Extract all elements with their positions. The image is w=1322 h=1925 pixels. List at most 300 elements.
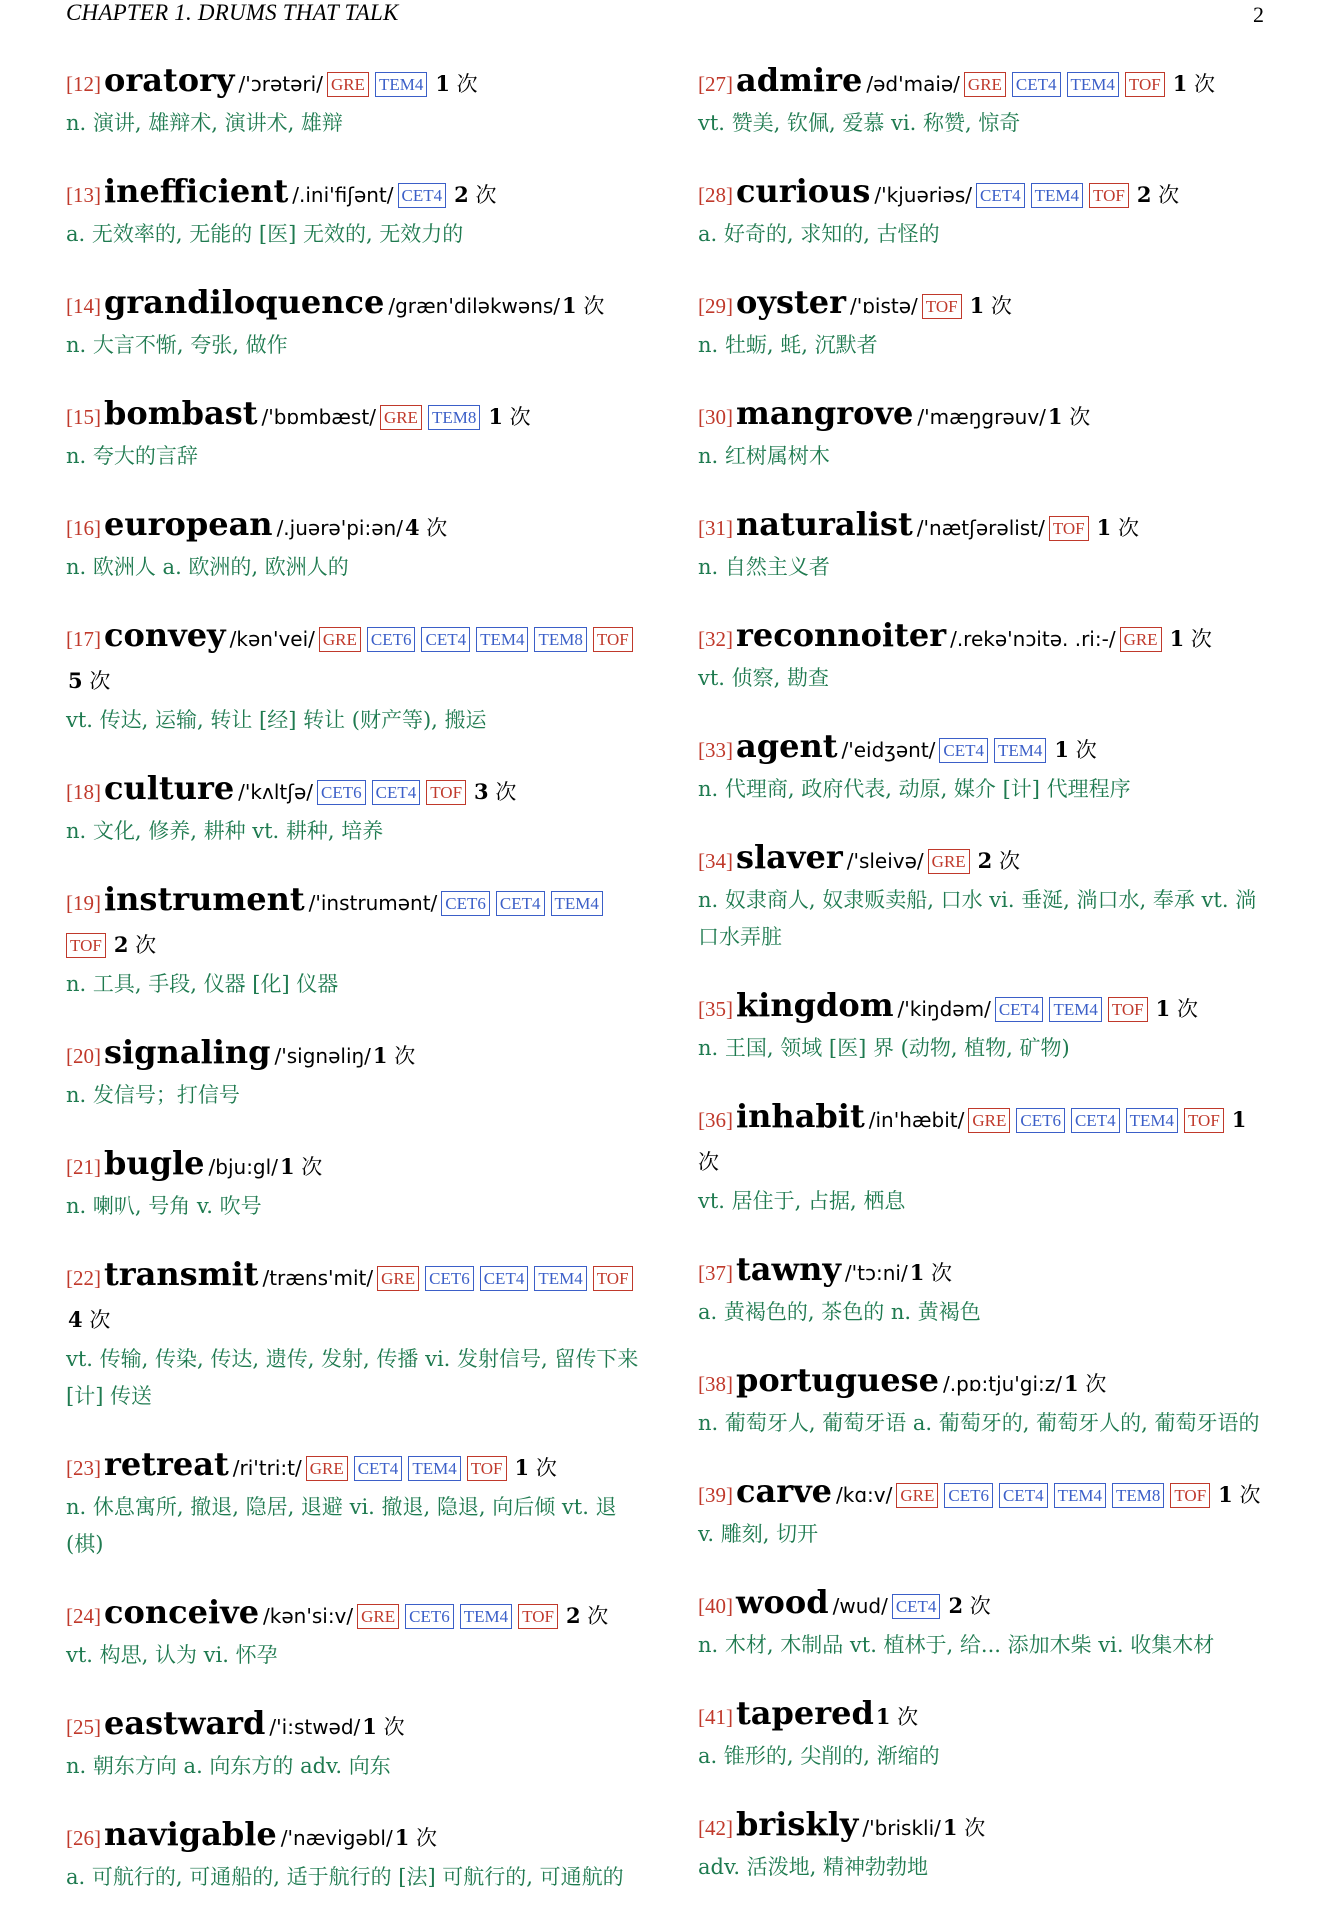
headword: signaling — [104, 1033, 271, 1071]
count-unit: 次 — [135, 933, 157, 957]
entry-headline — [698, 1360, 1268, 1406]
occurrence-count — [515, 1456, 557, 1480]
count-number: 2 — [977, 848, 993, 873]
entry-headline — [66, 1444, 642, 1490]
exam-tag: CET6 — [425, 1266, 474, 1291]
count-number: 1 — [279, 1154, 295, 1179]
count-number: 1 — [1231, 1107, 1247, 1132]
occurrence-count — [1097, 516, 1139, 540]
pronunciation: /'bɒmbæst/ — [261, 405, 376, 429]
count-unit: 次 — [969, 1594, 991, 1618]
definition: n. 自然主义者 — [698, 555, 830, 579]
exam-tag: TEM4 — [408, 1456, 460, 1481]
count-number: 2 — [113, 932, 129, 957]
exam-tag: TOF — [66, 933, 106, 958]
vocab-entry — [698, 1693, 1268, 1775]
entry-number: [29] — [698, 294, 733, 318]
exam-tag: TEM4 — [1067, 72, 1119, 97]
count-unit: 次 — [89, 1308, 111, 1332]
entry-number: [23] — [66, 1456, 101, 1480]
entry-headline — [698, 393, 1268, 439]
headword: reconnoiter — [736, 616, 947, 654]
exam-tag: GRE — [896, 1483, 938, 1508]
entry-number: [24] — [66, 1604, 101, 1628]
occurrence-count — [488, 405, 530, 429]
vocab-entry — [698, 504, 1268, 586]
pronunciation: /wud/ — [832, 1594, 888, 1618]
definition: a. 黄褐色的, 茶色的 n. 黄褐色 — [698, 1300, 981, 1324]
entry-headline — [698, 1471, 1268, 1517]
count-number: 2 — [1136, 182, 1152, 207]
count-unit: 次 — [89, 669, 111, 693]
headword: slaver — [736, 838, 843, 876]
entry-headline — [698, 985, 1268, 1031]
exam-tag: CET4 — [398, 183, 447, 208]
vocab-entry — [66, 1814, 642, 1896]
entry-headline — [66, 1032, 642, 1078]
vocab-entry — [66, 171, 642, 253]
occurrence-count — [405, 516, 447, 540]
entry-number: [13] — [66, 183, 101, 207]
count-unit: 次 — [394, 1044, 416, 1068]
count-unit: 次 — [383, 1715, 405, 1739]
vocab-entry — [698, 726, 1268, 808]
vocab-entry — [66, 1444, 642, 1563]
headword: mangrove — [736, 394, 914, 432]
vocab-entry — [66, 1032, 642, 1114]
definition: n. 木材, 木制品 vt. 植林于, 给... 添加木柴 vi. 收集木材 — [698, 1633, 1215, 1657]
count-number: 3 — [474, 779, 489, 804]
entry-headline — [698, 615, 1268, 661]
chapter-header: CHAPTER 1. DRUMS THAT TALK — [66, 0, 399, 25]
exam-tags — [317, 784, 472, 803]
pronunciation: /'instrumənt/ — [308, 891, 438, 915]
pronunciation: /'kjuəriəs/ — [874, 183, 972, 207]
vocab-entry — [66, 1254, 642, 1415]
exam-tag: CET4 — [1012, 72, 1061, 97]
exam-tag: CET4 — [496, 891, 545, 916]
entry-headline — [698, 1693, 1268, 1739]
entry-number: [35] — [698, 997, 733, 1021]
count-unit: 次 — [964, 1816, 986, 1840]
exam-tag: GRE — [319, 627, 361, 652]
entry-headline — [66, 60, 642, 106]
exam-tag: TEM4 — [994, 738, 1046, 763]
exam-tag: TOF — [1170, 1483, 1210, 1508]
occurrence-count — [566, 1604, 608, 1628]
count-number: 1 — [562, 293, 577, 318]
exam-tag: GRE — [928, 849, 970, 874]
entry-headline — [698, 1249, 1268, 1295]
exam-tag: GRE — [380, 405, 422, 430]
definition: vt. 赞美, 钦佩, 爱慕 vi. 称赞, 惊奇 — [698, 111, 1021, 135]
headword: inefficient — [104, 172, 289, 210]
headword: naturalist — [736, 505, 913, 543]
pronunciation: /'ɒistə/ — [849, 294, 918, 318]
definition: adv. 活泼地, 精神勃勃地 — [698, 1855, 929, 1879]
definition: n. 文化, 修养, 耕种 vt. 耕种, 培养 — [66, 819, 384, 843]
exam-tags — [964, 76, 1171, 95]
count-number: 1 — [969, 293, 985, 318]
count-number: 1 — [1218, 1482, 1233, 1507]
count-unit: 次 — [1117, 516, 1139, 540]
entry-headline — [698, 282, 1268, 328]
occurrence-count — [395, 1826, 437, 1850]
count-number: 1 — [435, 71, 450, 96]
occurrence-count — [114, 933, 156, 957]
pronunciation: /'mæŋgrəuv/ — [917, 405, 1046, 429]
exam-tags — [922, 298, 968, 317]
entry-number: [40] — [698, 1594, 733, 1618]
pronunciation: /.pɒ:tju'gi:z/ — [943, 1372, 1063, 1396]
exam-tags — [357, 1608, 564, 1627]
exam-tags — [319, 631, 639, 650]
count-number: 1 — [394, 1825, 410, 1850]
exam-tag: TOF — [518, 1604, 558, 1629]
entry-headline — [698, 726, 1268, 772]
entry-number: [27] — [698, 72, 733, 96]
count-number: 1 — [372, 1043, 388, 1068]
definition: n. 欧洲人 a. 欧洲的, 欧洲人的 — [66, 555, 349, 579]
entry-number: [21] — [66, 1155, 101, 1179]
definition: n. 王国, 领域 [医] 界 (动物, 植物, 矿物) — [698, 1036, 1070, 1060]
exam-tag: CET4 — [421, 627, 470, 652]
exam-tag: TEM8 — [1112, 1483, 1164, 1508]
entry-headline — [66, 615, 642, 703]
exam-tags — [968, 1112, 1229, 1131]
exam-tag: CET4 — [939, 738, 988, 763]
exam-tag: TEM8 — [534, 627, 586, 652]
vocab-entry — [66, 768, 642, 850]
exam-tag: GRE — [357, 1604, 399, 1629]
entry-number: [18] — [66, 780, 101, 804]
entry-number: [34] — [698, 849, 733, 873]
occurrence-count — [68, 669, 110, 693]
occurrence-count — [876, 1705, 918, 1729]
occurrence-count — [1156, 997, 1198, 1021]
entry-headline — [66, 504, 642, 550]
pronunciation: /'tɔ:ni/ — [844, 1261, 908, 1285]
entry-number: [17] — [66, 627, 101, 651]
exam-tag: CET4 — [354, 1456, 403, 1481]
occurrence-count — [1173, 72, 1215, 96]
exam-tags — [928, 853, 976, 872]
headword: admire — [736, 61, 863, 99]
vocab-entry — [698, 282, 1268, 364]
count-number: 5 — [68, 668, 83, 693]
entry-number: [12] — [66, 72, 101, 96]
pronunciation: /kən'vei/ — [229, 627, 315, 651]
vocab-entry — [698, 1249, 1268, 1331]
entry-number: [15] — [66, 405, 101, 429]
exam-tag: TEM4 — [1031, 183, 1083, 208]
count-unit: 次 — [931, 1261, 953, 1285]
definition: n. 葡萄牙人, 葡萄牙语 a. 葡萄牙的, 葡萄牙人的, 葡萄牙语的 — [698, 1411, 1260, 1435]
definition: n. 喇叭, 号角 v. 吹号 — [66, 1194, 262, 1218]
count-unit: 次 — [990, 294, 1012, 318]
count-unit: 次 — [509, 405, 531, 429]
count-unit: 次 — [583, 294, 605, 318]
entry-headline — [698, 60, 1268, 106]
count-unit: 次 — [698, 1150, 719, 1174]
vocab-entry — [698, 1804, 1268, 1886]
exam-tag: TOF — [467, 1456, 507, 1481]
exam-tag: TOF — [1089, 183, 1129, 208]
entry-number: [16] — [66, 516, 101, 540]
exam-tag: GRE — [327, 72, 369, 97]
exam-tag: GRE — [1120, 627, 1162, 652]
entry-number: [33] — [698, 738, 733, 762]
occurrence-count — [943, 1816, 985, 1840]
entry-number: [32] — [698, 627, 733, 651]
definition: n. 夸大的言辞 — [66, 444, 198, 468]
occurrence-count — [1170, 627, 1212, 651]
exam-tag: CET4 — [1071, 1108, 1120, 1133]
occurrence-count — [910, 1261, 952, 1285]
headword: oratory — [104, 61, 235, 99]
vocab-entry — [66, 879, 642, 1003]
vocab-entry — [66, 615, 642, 739]
count-number: 1 — [1054, 737, 1070, 762]
pronunciation: /bju:gl/ — [208, 1155, 278, 1179]
vocab-entry — [66, 282, 642, 364]
entry-number: [19] — [66, 891, 101, 915]
entry-headline — [66, 393, 642, 439]
exam-tag: TEM4 — [1126, 1108, 1178, 1133]
exam-tag: CET4 — [999, 1483, 1048, 1508]
headword: bombast — [104, 394, 258, 432]
exam-tag: TOF — [1125, 72, 1165, 97]
count-unit: 次 — [1085, 1372, 1107, 1396]
count-unit: 次 — [535, 1456, 557, 1480]
definition: vt. 居住于, 占据, 栖息 — [698, 1189, 906, 1213]
exam-tag: TOF — [1108, 997, 1148, 1022]
entry-number: [26] — [66, 1826, 101, 1850]
vocab-entry — [698, 1096, 1268, 1220]
occurrence-count — [474, 780, 516, 804]
exam-tag: TOF — [1049, 516, 1089, 541]
pronunciation: /'signəliŋ/ — [274, 1044, 371, 1068]
entry-headline — [698, 1582, 1268, 1628]
vocab-entry — [66, 393, 642, 475]
entry-headline — [698, 1096, 1268, 1184]
headword: carve — [736, 1472, 833, 1510]
entry-number: [36] — [698, 1108, 733, 1132]
pronunciation: /'nævigəbl/ — [280, 1826, 393, 1850]
exam-tag: GRE — [968, 1108, 1010, 1133]
count-unit: 次 — [1194, 72, 1216, 96]
vocab-entry — [698, 615, 1268, 697]
exam-tags — [976, 187, 1135, 206]
pronunciation: /kən'si:v/ — [263, 1604, 354, 1628]
count-number: 2 — [454, 182, 469, 207]
occurrence-count — [562, 294, 604, 318]
headword: eastward — [104, 1704, 266, 1742]
entry-number: [28] — [698, 183, 733, 207]
entry-headline — [66, 1254, 642, 1342]
exam-tag: TEM4 — [551, 891, 603, 916]
vocab-entry — [698, 1471, 1268, 1553]
definition: n. 奴隶商人, 奴隶贩卖船, 口水 vi. 垂涎, 淌口水, 奉承 vt. 淌口水弄脏 — [698, 888, 1257, 949]
definition: n. 红树属树木 — [698, 444, 830, 468]
occurrence-count — [435, 72, 477, 96]
page-number: 2 — [1253, 2, 1264, 27]
definition: v. 雕刻, 切开 — [698, 1522, 819, 1546]
definition: n. 大言不惭, 夸张, 做作 — [66, 333, 288, 357]
headword: convey — [104, 616, 226, 654]
exam-tag: TOF — [1184, 1108, 1224, 1133]
count-unit: 次 — [897, 1705, 919, 1729]
exam-tag: TEM4 — [476, 627, 528, 652]
entry-number: [20] — [66, 1044, 101, 1068]
definition: vt. 传达, 运输, 转让 [经] 转让 (财产等), 搬运 — [66, 708, 487, 732]
definition: vt. 构思, 认为 vi. 怀孕 — [66, 1643, 278, 1667]
entry-headline — [66, 1143, 642, 1189]
pronunciation: /'i:stwəd/ — [269, 1715, 361, 1739]
entry-headline — [66, 171, 642, 217]
pronunciation: /'kiŋdəm/ — [897, 997, 991, 1021]
definition: a. 锥形的, 尖削的, 渐缩的 — [698, 1744, 940, 1768]
vocab-entry — [698, 60, 1268, 142]
entry-number: [41] — [698, 1705, 733, 1729]
headword: portuguese — [736, 1361, 939, 1399]
count-number: 1 — [1169, 626, 1185, 651]
pronunciation: /ri'tri:t/ — [232, 1456, 302, 1480]
entry-number: [30] — [698, 405, 733, 429]
entry-number: [22] — [66, 1266, 101, 1290]
count-unit: 次 — [1176, 997, 1198, 1021]
entry-number: [42] — [698, 1816, 733, 1840]
exam-tags — [327, 76, 433, 95]
count-unit: 次 — [998, 849, 1020, 873]
entry-number: [14] — [66, 294, 101, 318]
headword: grandiloquence — [104, 283, 385, 321]
exam-tag: CET4 — [372, 780, 421, 805]
vocab-entry — [698, 985, 1268, 1067]
count-number: 1 — [514, 1455, 530, 1480]
count-number: 4 — [68, 1307, 83, 1332]
exam-tags — [1120, 631, 1168, 650]
entry-headline — [698, 171, 1268, 217]
count-number: 1 — [488, 404, 503, 429]
entry-headline — [66, 282, 642, 328]
pronunciation: /'briskli/ — [862, 1816, 941, 1840]
definition: n. 休息寓所, 撤退, 隐居, 退避 vi. 撤退, 隐退, 向后倾 vt. 退 (棋) — [66, 1495, 617, 1556]
exam-tag: GRE — [306, 1456, 348, 1481]
count-unit: 次 — [1239, 1483, 1261, 1507]
count-number: 1 — [909, 1260, 925, 1285]
exam-tags — [892, 1598, 947, 1617]
pronunciation: /træns'mit/ — [262, 1266, 374, 1290]
exam-tags — [939, 742, 1052, 761]
occurrence-count — [373, 1044, 415, 1068]
exam-tag: TEM4 — [1054, 1483, 1106, 1508]
vocab-entry — [698, 393, 1268, 475]
exam-tag: CET4 — [976, 183, 1025, 208]
occurrence-count — [362, 1715, 404, 1739]
definition: vt. 传输, 传染, 传达, 遗传, 发射, 传播 vi. 发射信号, 留传下来 [计] 传送 — [66, 1347, 639, 1408]
exam-tags — [377, 1270, 638, 1289]
count-unit: 次 — [1075, 738, 1097, 762]
definition: n. 牡蛎, 蚝, 沉默者 — [698, 333, 878, 357]
occurrence-count — [1054, 738, 1096, 762]
count-number: 1 — [1064, 1371, 1079, 1396]
count-unit: 次 — [301, 1155, 323, 1179]
pronunciation: /.juərə'pi:ən/ — [276, 516, 403, 540]
definition: a. 无效率的, 无能的 [医] 无效的, 无效力的 — [66, 222, 464, 246]
occurrence-count — [1137, 183, 1179, 207]
entry-headline — [66, 879, 642, 967]
headword: wood — [736, 1583, 829, 1621]
exam-tag: CET6 — [317, 780, 366, 805]
entry-headline — [698, 1804, 1268, 1850]
exam-tags — [896, 1487, 1216, 1506]
exam-tag: TOF — [593, 1266, 633, 1291]
exam-tag: TEM4 — [375, 72, 427, 97]
count-unit: 次 — [1158, 183, 1180, 207]
definition: vt. 侦察, 勘查 — [698, 666, 830, 690]
exam-tag: CET6 — [1016, 1108, 1065, 1133]
headword: instrument — [104, 880, 305, 918]
headword: retreat — [104, 1445, 229, 1483]
occurrence-count — [970, 294, 1012, 318]
exam-tag: TOF — [593, 627, 633, 652]
count-unit: 次 — [495, 780, 517, 804]
vocab-entry — [698, 1360, 1268, 1442]
exam-tag: CET6 — [367, 627, 416, 652]
vocab-entry — [698, 837, 1268, 956]
count-number: 1 — [1096, 515, 1112, 540]
definition: n. 代理商, 政府代表, 动原, 媒介 [计] 代理程序 — [698, 777, 1131, 801]
entry-headline — [66, 1703, 642, 1749]
exam-tag: CET4 — [480, 1266, 529, 1291]
entry-number: [38] — [698, 1372, 733, 1396]
count-number: 1 — [1047, 404, 1063, 429]
vocab-entry — [698, 171, 1268, 253]
occurrence-count — [948, 1594, 990, 1618]
pronunciation: /əd'maiə/ — [866, 72, 960, 96]
definition: a. 可航行的, 可通船的, 适于航行的 [法] 可航行的, 可通航的 — [66, 1865, 624, 1889]
exam-tags — [398, 187, 453, 206]
count-number: 1 — [1172, 71, 1188, 96]
definition: a. 好奇的, 求知的, 古怪的 — [698, 222, 940, 246]
exam-tag: GRE — [377, 1266, 419, 1291]
exam-tag: CET4 — [995, 997, 1044, 1022]
pronunciation: /'nætʃərəlist/ — [916, 516, 1045, 540]
definition: n. 演讲, 雄辩术, 演讲术, 雄辩 — [66, 111, 343, 135]
count-unit: 次 — [587, 1604, 609, 1628]
exam-tags — [306, 1460, 513, 1479]
entry-number: [25] — [66, 1715, 101, 1739]
occurrence-count — [68, 1308, 110, 1332]
count-number: 1 — [875, 1704, 891, 1729]
exam-tag: TOF — [426, 780, 466, 805]
definition: n. 发信号；打信号 — [66, 1083, 240, 1107]
count-unit: 次 — [1069, 405, 1091, 429]
pronunciation: /græn'diləkwəns/ — [388, 294, 561, 318]
entry-number: [37] — [698, 1261, 733, 1285]
exam-tags — [380, 409, 486, 428]
entry-headline — [66, 768, 642, 814]
exam-tag: TEM8 — [428, 405, 480, 430]
pronunciation: /kɑ:v/ — [836, 1483, 893, 1507]
count-number: 1 — [942, 1815, 958, 1840]
count-unit: 次 — [1190, 627, 1212, 651]
exam-tag: TEM4 — [1049, 997, 1101, 1022]
left-column — [66, 60, 642, 1925]
headword: curious — [736, 172, 871, 210]
occurrence-count — [280, 1155, 322, 1179]
